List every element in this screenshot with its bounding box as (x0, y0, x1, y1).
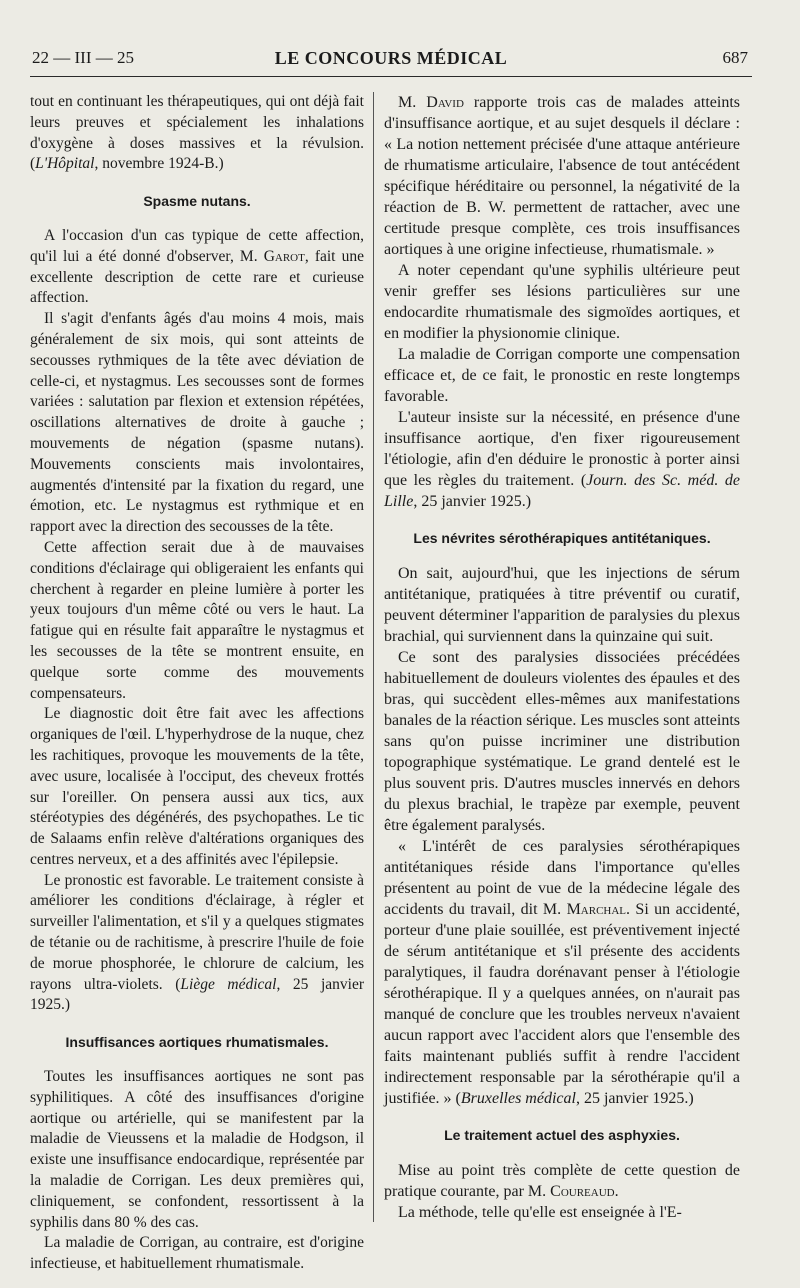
paragraph: Le diagnostic doit être fait avec les affections organiques de l'œil. L'hyperhydrose de la nuque, chez les rachitiques, provoque les mouvements de la tête, avec usure, localisée à l'occiput, des cheveux frottés sur l'oreiller. On pensera aussi aux tics, aux stéréotypies des dégénérés, des psychopathes. Le tic de Salaams enfin relève d'altérations organiques des centres nerveux, et a des affinités avec l'épilepsie. (30, 705, 364, 868)
author-name: Garot (263, 247, 305, 265)
text: « L'intérêt de ces paralysies sérothérapiques antitétaniques réside dans l'importance qu'elles présentent au point de vue de la médecine légale des accidents du travail, dit M. (384, 838, 740, 918)
text: M. (398, 94, 427, 111)
paragraph: La maladie de Corrigan comporte une compensation efficace et, de ce fait, le pronostic en reste longtemps favorable. (384, 346, 740, 405)
paragraph (384, 407, 740, 512)
author-name: Coureaud (550, 1183, 615, 1200)
paragraph: Ce sont des paralysies dissociées précédées habituellement de douleurs violentes des épaules et des bras, qui succèdent elles-mêmes aux manifestations banales de la réaction sérique. Les muscles sont atteints sans qu'on puisse incriminer une distribution topographique systématique. Le grand dentelé est le plus souvent pris. D'autres muscles innervés en dehors du plexus brachial, le trapèze par exemple, peuvent être également paralysés. (384, 649, 740, 834)
issue-date: 22 — III — 25 (32, 48, 134, 67)
running-header (30, 46, 752, 77)
text: . Si un accidenté, porteur d'une plaie souillée, est préventivement injecté de sérum antitétanique et s'il présente des accidents paralytiques, il faudra dorénavant penser à l'étiologie sérothérapique. Il y a quelques années, on n'aurait pas manqué de conclure que les troubles nerveux n'avaient aucun rapport avec l'accident alors que l'ensemble des faits maintenant publiés suffit à rendre l'accident indirectement responsable par la sérothérapie qu'il a justifiée. » ( (384, 901, 740, 1107)
source-citation: Journ. des Sc. méd. de Lille (384, 472, 741, 510)
column-divider (373, 92, 374, 1222)
left-column (30, 92, 364, 1275)
text: , 25 janvier 1925.) (30, 975, 364, 1014)
text: , fait une excellente description de cette rare et curieuse affection. (30, 247, 364, 307)
text: Mise au point très complète de cette question de pratique courante, par M. (384, 1162, 740, 1200)
journal-title: LE CONCOURS MÉDICAL (274, 48, 508, 68)
paragraph: Cette affection serait due à de mauvaises conditions d'éclairage qui obligeraient les enfants qui cherchent à regarder en pleine lumière à porter les yeux toujours d'un même côté ou vers le haut. La fatigue qui en résulte fait apparaître le nystagmus et les secousses de la tête se montrent ensuite, en quelque sorte comme des mouvements compensateurs. (30, 538, 364, 702)
section-heading-asphyxies: Le traitement actuel des asphyxies. (444, 1127, 680, 1143)
text: tout en continuant les thérapeutiques, qui ont déjà fait leurs preuves et spécialement les inhalations d'oxygène à doses massives et la révulsion. ( (30, 93, 364, 173)
source-citation: Bruxelles médical (460, 1090, 576, 1107)
section-heading-spasme-nutans: Spasme nutans. (143, 193, 251, 210)
text: , 25 janvier 1925.) (575, 1090, 694, 1107)
right-column (384, 92, 740, 1223)
text: L'auteur insiste sur la nécessité, en présence d'une insuffisance aortique, d'en fixer rigoureusement l'étiologie, afin d'en déduire le pronostic à porter ainsi que les règles du traitement. ( (384, 409, 740, 489)
text: . (614, 1183, 619, 1200)
paragraph: Toutes les insuffisances aortiques ne sont pas syphilitiques. A côté des insuffisances d'origine aortique ou artérielle, qui se manifestent par la maladie de Vieussens et la maladie de Hodgson, il existe une insuffisance endocardique, représentée par la maladie de Corrigan. Les deux premières qui, cliniquement, se confondent, ressortissent à la syphilis dans 80 % des cas. (30, 1068, 364, 1231)
paragraph (384, 1160, 740, 1202)
text: , 25 janvier 1925.) (413, 493, 532, 510)
page-number: 687 (722, 48, 748, 67)
paragraph (30, 92, 364, 175)
author-name: Marchal (566, 901, 627, 918)
text: Le pronostic est favorable. Le traitement consiste à améliorer les conditions d'éclairage, à régler et surveiller l'alimentation, et s'il y a quelques stigmates de tétanie ou de rachitisme, à prescrire l'huile de foie de morue phosphorée, le chlorure de calcium, les rayons ultra-violets. ( (30, 871, 364, 993)
paragraph (384, 836, 740, 1109)
section-heading-nevrites: Les névrites sérothérapiques antitétaniques. (413, 530, 711, 546)
paragraph: La maladie de Corrigan, au contraire, est d'origine infectieuse, et habituellement rhumatismale. (30, 1234, 364, 1273)
paragraph: La méthode, telle qu'elle est enseignée à l'E- (398, 1204, 682, 1221)
text: rapporte trois cas de malades atteints d'insuffisance aortique, et au sujet desquels il déclare : « La notion nettement précisée d'une attaque antérieure de rhumatisme articulaire, l'absence de tout antécédent spécifique héréditaire ou personnel, la négativité de la réaction de B. W. permettent de rattacher, avec une certitude presque complète, ces trois insuffisances aortiques à une origine infectieuse, rhumatismale. » (384, 94, 740, 258)
text: A l'occasion d'un cas typique de cette affection, qu'il lui a été donné d'observer, M. (30, 226, 364, 265)
paragraph (30, 226, 364, 309)
text: , novembre 1924-B.) (94, 155, 224, 173)
paragraph (30, 871, 364, 1017)
paragraph: A noter cependant qu'une syphilis ultérieure peut venir greffer ses lésions particulières sur une endocardite rhumatismale des sigmoïdes aortiques, et en modifier la physionomie clinique. (384, 262, 740, 342)
paragraph: On sait, aujourd'hui, que les injections de sérum antitétanique, pratiquées à titre préventif ou curatif, peuvent déterminer l'apparition de paralysies du plexus brachial, qui surviennent dans la quinzaine qui suit. (384, 565, 740, 645)
paragraph (384, 92, 740, 260)
author-name: David (426, 94, 464, 111)
source-citation: L'Hôpital (35, 155, 95, 173)
paragraph: Il s'agit d'enfants âgés d'au moins 4 mois, mais généralement de six mois, qui sont atteints de secousses rythmiques de la tête avec déviation de celle-ci, et nystagmus. Les secousses sont de formes variées : salutation par flexion et extension répétées, oscillations alternatives de droite à gauche ; mouvements de négation (spasme nutans). Mouvements conscients mais involontaires, augmentés d'intensité par la fixation du regard, une émotion, etc. Le nystagmus est rythmique et en rapport avec la direction des secousses de la tête. (30, 310, 364, 536)
source-citation: Liège médical (180, 975, 277, 993)
section-heading-insuffisances: Insuffisances aortiques rhumatismales. (65, 1034, 329, 1051)
